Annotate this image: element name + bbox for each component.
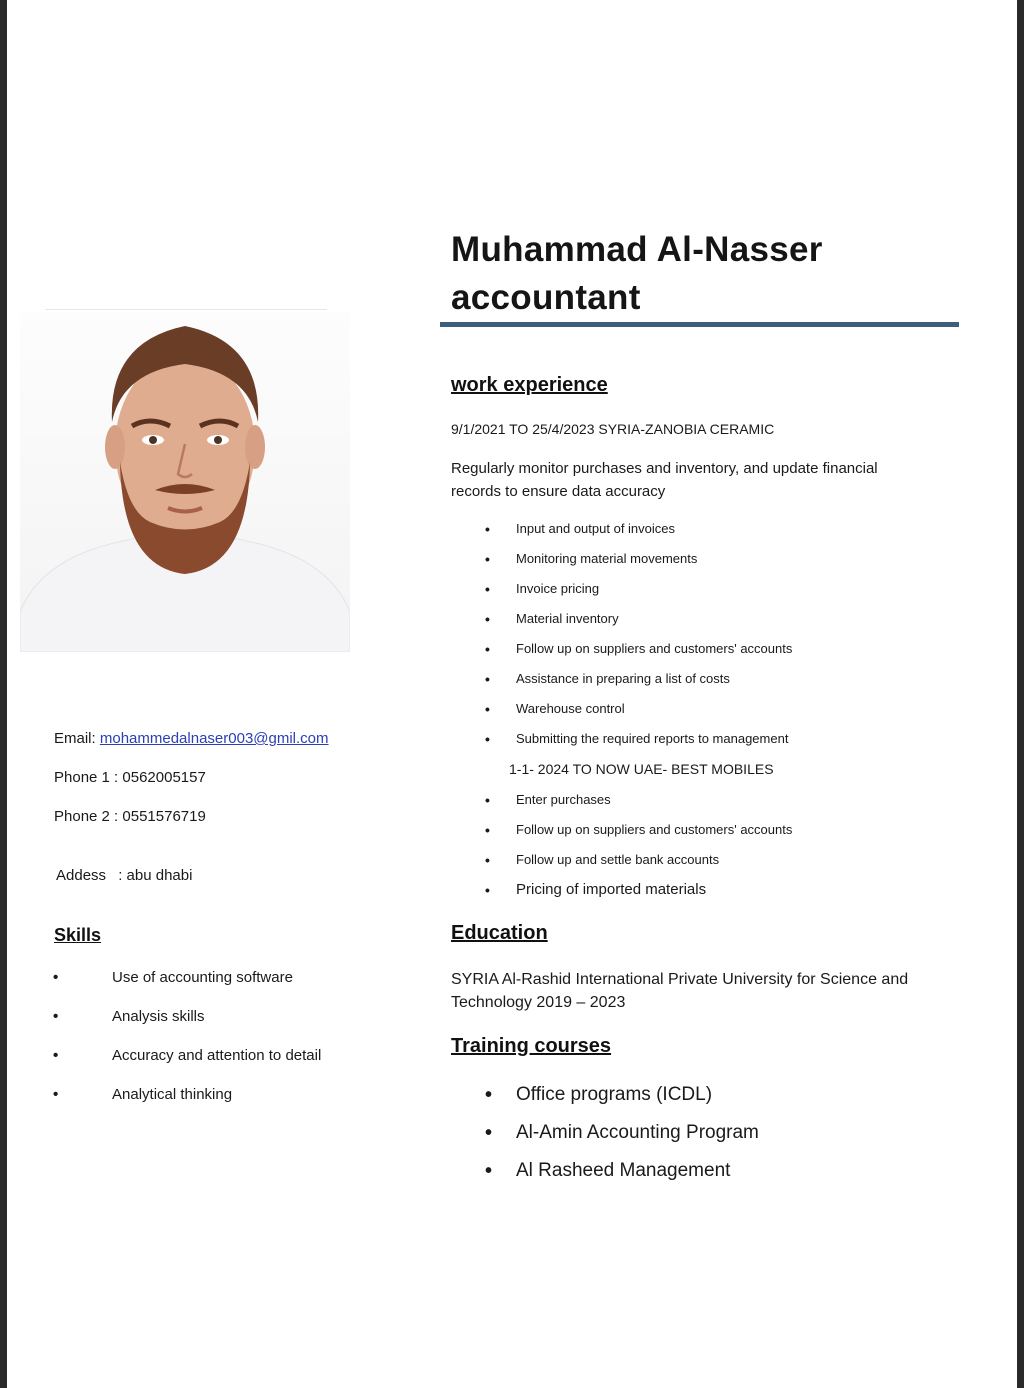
list-item: • Follow up on suppliers and customers' accounts [489, 640, 792, 670]
phone1-value: 0562005157 [122, 769, 206, 786]
education-heading: Education [451, 922, 548, 944]
job2-dates: 1-1- 2024 TO NOW UAE- BEST MOBILES [509, 761, 774, 777]
list-item: • Al-Amin Accounting Program [489, 1121, 759, 1159]
email-row [54, 730, 329, 747]
list-item: • Input and output of invoices [489, 520, 792, 550]
list-item: • Material inventory [489, 610, 792, 640]
skills-list [55, 968, 321, 1124]
phone1-label: Phone 1 : [54, 769, 119, 786]
address-value: : abu dhabi [118, 867, 193, 884]
list-item: • Assistance in preparing a list of costs [489, 670, 792, 700]
list-item: • Use of accounting software [55, 968, 321, 1007]
list-item: • Analytical thinking [55, 1085, 321, 1124]
phone2-value: 0551576719 [122, 808, 206, 825]
header-rule [440, 322, 959, 327]
list-item: • Warehouse control [489, 700, 792, 730]
list-item: • Al Rasheed Management [489, 1159, 759, 1197]
skills-heading: Skills [54, 925, 102, 945]
phone2-label: Phone 2 : [54, 808, 119, 825]
list-item: • Monitoring material movements [489, 550, 792, 580]
list-item: • Office programs (ICDL) [489, 1083, 759, 1121]
portrait-illustration [20, 312, 350, 652]
phone2-row [54, 808, 206, 825]
job1-dates: 9/1/2021 TO 25/4/2023 SYRIA-ZANOBIA CERAMIC [451, 421, 775, 437]
job1-duties-list [489, 520, 792, 760]
list-item: • Enter purchases [489, 791, 792, 821]
resume-page [7, 0, 1017, 1388]
work-experience-heading: work experience [451, 374, 608, 396]
list-item: • Pricing of imported materials [489, 881, 792, 911]
list-item: • Analysis skills [55, 1007, 321, 1046]
divider [45, 309, 327, 310]
email-link[interactable]: mohammedalnaser003@gmil.com [99, 730, 329, 747]
job2-duties-list [489, 791, 792, 911]
profile-photo [20, 312, 350, 652]
list-item: • Submitting the required reports to management [489, 730, 792, 760]
candidate-role: accountant [451, 278, 641, 317]
email-label: Email: [54, 730, 96, 747]
address-label: Addess [56, 867, 107, 884]
phone1-row [54, 769, 206, 786]
training-list [489, 1083, 759, 1197]
list-item: • Accuracy and attention to detail [55, 1046, 321, 1085]
list-item: • Follow up on suppliers and customers' accounts [489, 821, 792, 851]
list-item: • Invoice pricing [489, 580, 792, 610]
education-text: SYRIA Al-Rashid International Private University for Science and Technology 2019 – 2023 [451, 971, 909, 1011]
list-item: • Follow up and settle bank accounts [489, 851, 792, 881]
job1-summary: Regularly monitor purchases and inventory, and update financial records to ensure data accuracy [451, 460, 878, 500]
address-row [56, 867, 192, 884]
candidate-name: Muhammad Al-Nasser [451, 230, 823, 269]
training-heading: Training courses [451, 1035, 612, 1057]
